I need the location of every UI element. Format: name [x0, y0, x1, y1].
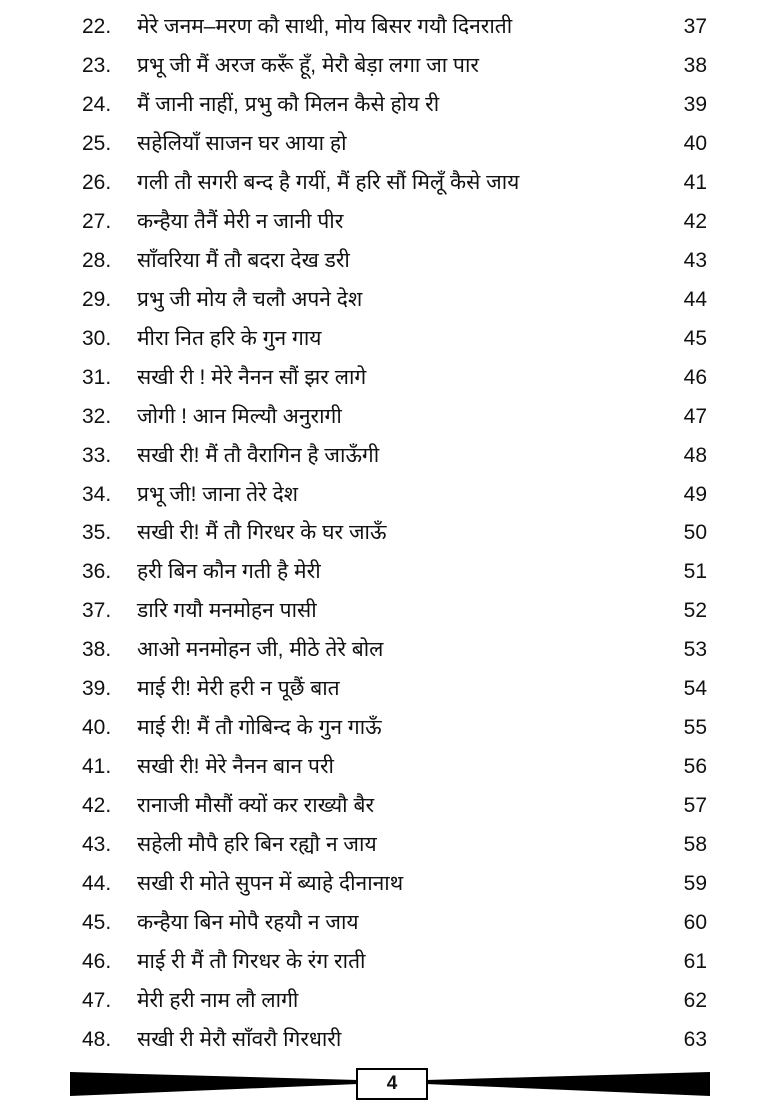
entry-page-number: 59: [683, 872, 707, 896]
entry-title: माई री! मेरी हरी न पूछैं बात: [137, 677, 340, 701]
entry-title: सखी री! मैं तौ वैरागिन है जाऊँगी: [137, 443, 380, 467]
toc-entry: [0, 359, 780, 397]
page-number: 4: [356, 1068, 428, 1100]
entry-number: 23.: [82, 53, 112, 77]
toc-entry: [0, 709, 780, 747]
entry-number: 38.: [82, 638, 112, 662]
entry-number: 35.: [82, 521, 112, 545]
entry-page-number: 44: [683, 287, 707, 311]
entry-title: गली तौ सगरी बन्द है गयीं, मैं हरि सौं मिलूँ कैसे जाय: [137, 170, 520, 194]
entry-number: 36.: [82, 560, 112, 584]
toc-entry: [0, 982, 780, 1020]
entry-page-number: 38: [683, 53, 707, 77]
entry-number: 39.: [82, 677, 112, 701]
entry-number: 22.: [82, 15, 112, 38]
entry-number: 31.: [82, 365, 112, 389]
entry-number: 28.: [82, 248, 112, 272]
toc-entry: [0, 476, 780, 514]
entry-page-number: 60: [683, 911, 707, 935]
entry-number: 37.: [82, 599, 112, 623]
entry-page-number: 45: [683, 326, 707, 350]
entry-page-number: 46: [683, 365, 707, 389]
toc-entry: [0, 865, 780, 903]
entry-page-number: 61: [683, 950, 707, 974]
toc-entry: [0, 670, 780, 708]
entry-page-number: 43: [683, 248, 707, 272]
toc-entry: [0, 125, 780, 163]
entry-page-number: 52: [683, 599, 707, 623]
entry-page-number: 58: [683, 833, 707, 857]
toc-entry: [0, 748, 780, 786]
entry-title: माई री मैं तौ गिरधर के रंग राती: [137, 950, 366, 974]
entry-title: माई री! मैं तौ गोबिन्द के गुन गाऊँ: [137, 716, 382, 740]
entry-title: सखी री! मैं तौ गिरधर के घर जाऊँ: [137, 521, 387, 545]
toc-entry: [0, 514, 780, 552]
entry-title: डारि गयौ मनमोहन पासी: [137, 599, 317, 623]
entry-title: आओ मनमोहन जी, मीठे तेरे बोल: [137, 638, 384, 662]
entry-page-number: 47: [683, 404, 707, 428]
toc-entry: [0, 553, 780, 591]
entry-page-number: 42: [683, 209, 707, 233]
entry-page-number: 37: [683, 15, 707, 38]
entry-page-number: 56: [683, 755, 707, 779]
toc-entry: [0, 943, 780, 981]
entry-page-number: 39: [683, 92, 707, 116]
toc-entry: [0, 437, 780, 475]
entry-number: 29.: [82, 287, 112, 311]
entry-title: सखी री मोते सुपन में ब्याहे दीनानाथ: [137, 872, 404, 896]
entry-page-number: 62: [683, 989, 707, 1012]
entry-title: मेरी हरी नाम लौ लागी: [137, 989, 299, 1012]
entry-page-number: 41: [683, 170, 707, 194]
entry-number: 48.: [82, 1027, 112, 1051]
entry-title: सखी री ! मेरे नैनन सौं झर लागे: [137, 365, 367, 389]
entry-number: 44.: [82, 872, 112, 896]
entry-page-number: 54: [683, 677, 707, 701]
entry-title: मेरे जनम–मरण कौ साथी, मोय बिसर गयौ दिनराती: [137, 15, 513, 38]
entry-title: जोगी ! आन मिल्यौ अनुरागी: [137, 404, 342, 428]
toc-entry: [0, 904, 780, 942]
entry-number: 33.: [82, 443, 112, 467]
entry-title: रानाजी मौसौं क्यों कर राख्यौ बैर: [137, 794, 375, 818]
toc-entry: [0, 631, 780, 669]
toc-entry: [0, 1021, 780, 1059]
entry-number: 43.: [82, 833, 112, 857]
toc-entry: [0, 86, 780, 124]
entry-page-number: 48: [683, 443, 707, 467]
toc-entry: [0, 592, 780, 630]
entry-page-number: 50: [683, 521, 707, 545]
entry-number: 24.: [82, 92, 112, 116]
entry-page-number: 53: [683, 638, 707, 662]
entry-number: 26.: [82, 170, 112, 194]
toc-entry: [0, 398, 780, 436]
entry-title: मीरा नित हरि के गुन गाय: [137, 326, 322, 350]
toc-entry: [0, 242, 780, 280]
entry-title: सखी री! मेरे नैनन बान परी: [137, 755, 335, 779]
entry-page-number: 55: [683, 716, 707, 740]
entry-number: 32.: [82, 404, 112, 428]
toc-entry: [0, 826, 780, 864]
entry-title: सहेली मौपै हरि बिन रह्यौ न जाय: [137, 833, 377, 857]
entry-page-number: 63: [683, 1027, 707, 1051]
toc-entry: [0, 8, 780, 46]
entry-page-number: 40: [683, 131, 707, 155]
entry-title: मैं जानी नाहीं, प्रभु कौ मिलन कैसे होय री: [137, 92, 440, 116]
page-footer: [70, 1064, 710, 1104]
entry-title: कन्हैया बिन मोपै रहयौ न जाय: [137, 911, 359, 935]
entry-number: 34.: [82, 482, 112, 506]
entry-page-number: 57: [683, 794, 707, 818]
toc-entry: [0, 164, 780, 202]
entry-title: हरी बिन कौन गती है मेरी: [137, 560, 321, 584]
entry-title: प्रभू जी मैं अरज करूँ हूँ, मेरौ बेड़ा लगा जा पार: [137, 53, 480, 77]
entry-title: सखी री मेरौ साँवरौ गिरधारी: [137, 1027, 342, 1051]
entry-title: साँवरिया मैं तौ बदरा देख डरी: [137, 248, 350, 272]
toc-entry: [0, 281, 780, 319]
toc-entry: [0, 787, 780, 825]
entry-title: प्रभु जी मोय लै चलौ अपने देश: [137, 287, 363, 311]
entry-title: सहेलियाँ साजन घर आया हो: [137, 131, 347, 155]
entry-number: 45.: [82, 911, 112, 935]
toc-entry: [0, 320, 780, 358]
entry-number: 46.: [82, 950, 112, 974]
entry-number: 42.: [82, 794, 112, 818]
entry-title: प्रभू जी! जाना तेरे देश: [137, 482, 299, 506]
entry-title: कन्हैया तैनैं मेरी न जानी पीर: [137, 209, 344, 233]
entry-number: 40.: [82, 716, 112, 740]
entry-page-number: 49: [683, 482, 707, 506]
toc-entry: [0, 203, 780, 241]
entry-number: 47.: [82, 989, 112, 1012]
entry-number: 30.: [82, 326, 112, 350]
toc-entry: [0, 47, 780, 85]
entry-number: 27.: [82, 209, 112, 233]
entry-number: 25.: [82, 131, 112, 155]
entry-page-number: 51: [683, 560, 707, 584]
entry-number: 41.: [82, 755, 112, 779]
